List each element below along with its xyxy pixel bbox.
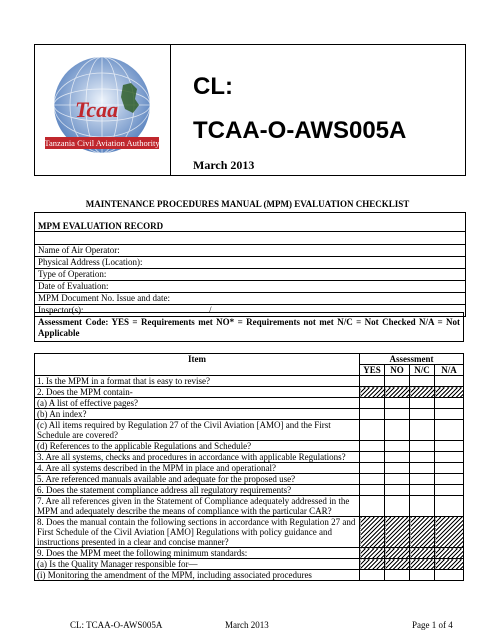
yes-checkbox[interactable] — [360, 496, 385, 517]
checklist-row — [35, 570, 464, 581]
no-checkbox[interactable] — [385, 474, 410, 485]
no-checkbox[interactable] — [385, 409, 410, 420]
nc-checkbox[interactable] — [410, 570, 435, 581]
nc-checkbox[interactable] — [410, 420, 435, 441]
nc-checkbox[interactable] — [410, 485, 435, 496]
col-yes: YES — [360, 365, 385, 376]
checklist-row — [35, 463, 464, 474]
nc-checkbox[interactable] — [410, 474, 435, 485]
no-checkbox[interactable] — [385, 441, 410, 452]
na-checkbox[interactable] — [435, 463, 464, 474]
checklist-item-text: (a) Is the Quality Manager responsible for— — [35, 559, 360, 570]
yes-checkbox[interactable] — [360, 376, 385, 387]
hatched-cell — [410, 548, 435, 559]
checklist-row — [35, 485, 464, 496]
hatched-cell — [410, 387, 435, 398]
document-date: March 2013 — [193, 158, 255, 172]
checklist-item-text: (i) Monitoring the amendment of the MPM, including associated procedures — [35, 570, 360, 581]
inspectors-separator: / — [209, 305, 212, 315]
checklist-row — [35, 420, 464, 441]
header-divider — [170, 45, 171, 175]
assessment-code: Assessment Code: YES = Requirements met NO* = Requirements not met N/C = Not Checked N/A = Not Applicable — [34, 312, 464, 342]
checklist-row — [35, 474, 464, 485]
hatched-cell — [360, 548, 385, 559]
hatched-cell — [410, 517, 435, 548]
record-spacer — [35, 232, 465, 245]
yes-checkbox[interactable] — [360, 452, 385, 463]
checklist-item-text: 3. Are all systems, checks and procedures in accordance with applicable Regulations? — [35, 452, 360, 463]
checklist-item-text: (c) All items required by Regulation 27 of the Civil Aviation [AMO] and the First Schedule are covered? — [35, 420, 360, 441]
nc-checkbox[interactable] — [410, 409, 435, 420]
no-checkbox[interactable] — [385, 452, 410, 463]
checklist-row — [35, 441, 464, 452]
no-checkbox[interactable] — [385, 496, 410, 517]
hatched-cell — [360, 517, 385, 548]
yes-checkbox[interactable] — [360, 463, 385, 474]
hatched-cell — [360, 387, 385, 398]
na-checkbox[interactable] — [435, 570, 464, 581]
no-checkbox[interactable] — [385, 463, 410, 474]
nc-checkbox[interactable] — [410, 496, 435, 517]
inspectors-label: Inspector(s): — [38, 305, 84, 315]
checklist-row — [35, 559, 464, 570]
footer-page-number: Page 1 of 4 — [412, 620, 453, 630]
hatched-cell — [385, 559, 410, 570]
tcaa-logo — [39, 51, 165, 169]
checklist-row — [35, 409, 464, 420]
checklist-item-text: (a) A list of effective pages? — [35, 398, 360, 409]
checklist-item-text: 2. Does the MPM contain- — [35, 387, 360, 398]
cl-label: CL: — [193, 73, 233, 100]
nc-checkbox[interactable] — [410, 376, 435, 387]
hatched-cell — [435, 548, 464, 559]
checklist-item-text: (d) References to the applicable Regulations and Schedule? — [35, 441, 360, 452]
checklist-item-text: 4. Are all systems described in the MPM in place and operational? — [35, 463, 360, 474]
na-checkbox[interactable] — [435, 496, 464, 517]
hatched-cell — [385, 548, 410, 559]
checklist-item-text: 9. Does the MPM meet the following minimum standards: — [35, 548, 360, 559]
evaluation-date-field[interactable]: Date of Evaluation: — [35, 281, 465, 293]
operation-type-field[interactable]: Type of Operation: — [35, 269, 465, 281]
col-nc: N/C — [410, 365, 435, 376]
checklist-item-text: 7. Are all references given in the Statement of Compliance adequately addressed in the MPM and adequately describe the means of compliance with the particular CAR? — [35, 496, 360, 517]
evaluation-record — [34, 212, 466, 317]
logo-mark-text: Tcaa — [75, 97, 119, 122]
na-checkbox[interactable] — [435, 474, 464, 485]
col-na: N/A — [435, 365, 464, 376]
document-header — [34, 44, 466, 176]
no-checkbox[interactable] — [385, 420, 410, 441]
checklist-item-text: 6. Does the statement compliance address all regulatory requirements? — [35, 485, 360, 496]
checklist-item-text: 5. Are referenced manuals available and adequate for the proposed use? — [35, 474, 360, 485]
hatched-cell — [435, 559, 464, 570]
checklist-row — [35, 517, 464, 548]
table-header-row — [35, 354, 464, 365]
checklist-item-text: 1. Is the MPM in a format that is easy to revise? — [35, 376, 360, 387]
hatched-cell — [385, 387, 410, 398]
nc-checkbox[interactable] — [410, 441, 435, 452]
logo-caption: Tanzania Civil Aviation Authority — [44, 138, 160, 148]
checklist-row — [35, 496, 464, 517]
yes-checkbox[interactable] — [360, 474, 385, 485]
checklist-row — [35, 376, 464, 387]
yes-checkbox[interactable] — [360, 485, 385, 496]
col-no: NO — [385, 365, 410, 376]
checklist-item-text: (b) An index? — [35, 409, 360, 420]
footer-date: March 2013 — [225, 620, 269, 630]
yes-checkbox[interactable] — [360, 420, 385, 441]
checklist-row — [35, 452, 464, 463]
na-checkbox[interactable] — [435, 376, 464, 387]
checklist-row — [35, 548, 464, 559]
no-checkbox[interactable] — [385, 398, 410, 409]
yes-checkbox[interactable] — [360, 570, 385, 581]
nc-checkbox[interactable] — [410, 398, 435, 409]
document-code: TCAA-O-AWS005A — [193, 117, 407, 144]
hatched-cell — [435, 517, 464, 548]
hatched-cell — [435, 387, 464, 398]
nc-checkbox[interactable] — [410, 452, 435, 463]
record-heading: MPM EVALUATION RECORD — [35, 213, 465, 232]
na-checkbox[interactable] — [435, 441, 464, 452]
mpm-document-field[interactable]: MPM Document No. Issue and date: — [35, 293, 465, 305]
operator-name-field[interactable]: Name of Air Operator: — [35, 245, 465, 257]
yes-checkbox[interactable] — [360, 409, 385, 420]
yes-checkbox[interactable] — [360, 398, 385, 409]
hatched-cell — [360, 559, 385, 570]
no-checkbox[interactable] — [385, 376, 410, 387]
na-checkbox[interactable] — [435, 398, 464, 409]
nc-checkbox[interactable] — [410, 463, 435, 474]
hatched-cell — [410, 559, 435, 570]
footer-doc-code: CL: TCAA-O-AWS005A — [70, 620, 163, 630]
na-checkbox[interactable] — [435, 452, 464, 463]
no-checkbox[interactable] — [385, 570, 410, 581]
document-title: MAINTENANCE PROCEDURES MANUAL (MPM) EVALUATION CHECKLIST — [85, 199, 410, 209]
na-checkbox[interactable] — [435, 420, 464, 441]
assessment-header: Assessment — [360, 354, 464, 365]
checklist-row — [35, 398, 464, 409]
na-checkbox[interactable] — [435, 409, 464, 420]
hatched-cell — [385, 517, 410, 548]
checklist-table — [34, 353, 464, 581]
na-checkbox[interactable] — [435, 485, 464, 496]
physical-address-field[interactable]: Physical Address (Location): — [35, 257, 465, 269]
yes-checkbox[interactable] — [360, 441, 385, 452]
checklist-row — [35, 387, 464, 398]
no-checkbox[interactable] — [385, 485, 410, 496]
item-header: Item — [35, 354, 360, 376]
checklist-item-text: 8. Does the manual contain the following sections in accordance with Regulation 27 and First Schedule of the Civil Aviation [AMO] Regulations with policy guidance and instructions presented in a clear and concise manner? — [35, 517, 360, 548]
